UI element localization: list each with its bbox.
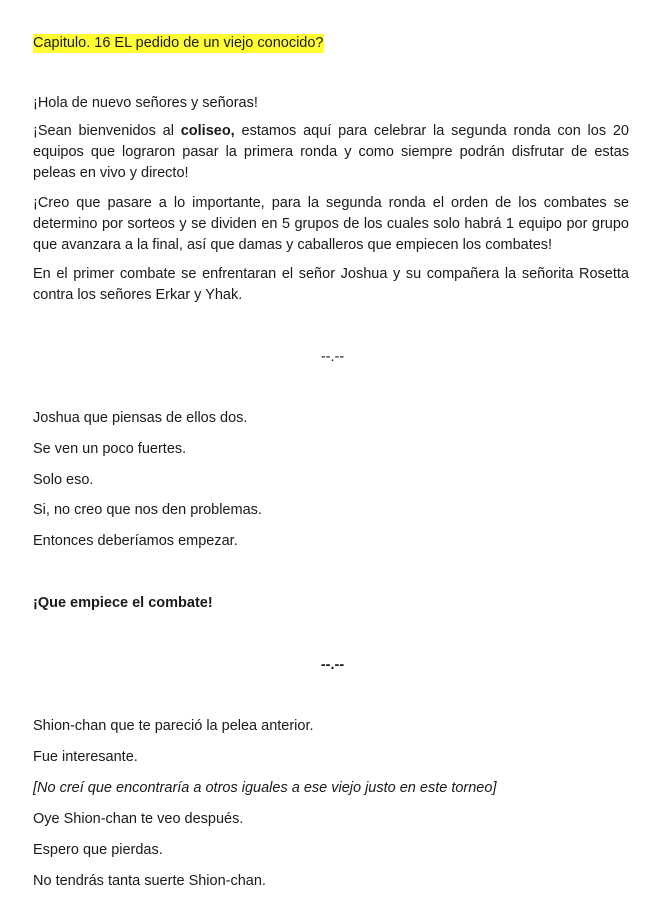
dialogue-line: Fue interesante.	[33, 749, 138, 765]
paragraph-first-combat: En el primer combate se enfrentaran el señor Joshua y su compañera la señorita Rosetta contra los señores Erkar y Yhak.	[33, 266, 629, 303]
chapter-title: Capitulo. 16 EL pedido de un viejo conocido?	[33, 35, 324, 51]
dialogue-line: Joshua que piensas de ellos dos.	[33, 410, 248, 426]
paragraph-welcome	[33, 121, 629, 184]
dialogue-line: Solo eso.	[33, 472, 94, 488]
paragraph-rules: ¡Creo que pasare a lo importante, para la segunda ronda el orden de los combates se determino por sorteos y se dividen en 5 grupos de los cuales solo habrá 1 equipo por grupo que avanzara a la final, así que damas y caballeros que empiecen los combates!	[33, 195, 629, 253]
dialogue-line: Si, no creo que nos den problemas.	[33, 502, 262, 518]
greeting: ¡Hola de nuevo señores y señoras!	[33, 95, 258, 111]
thought-line: [No creí que encontraría a otros iguales a ese viejo justo en este torneo]	[33, 780, 497, 796]
separator-2: --.--	[320, 657, 345, 673]
dialogue-line: Oye Shion-chan te veo después.	[33, 811, 244, 827]
combat-announcement: ¡Que empiece el combate!	[33, 595, 213, 611]
paragraph-welcome-end: estamos aquí para celebrar la segunda ronda con los 20 equipos que lograron pasar la primera ronda y como siempre podrán disfrutar de estas peleas en vivo y directo!	[33, 123, 629, 181]
chapter-title-line	[33, 33, 633, 54]
dialogue-line: No tendrás tanta suerte Shion-chan.	[33, 873, 266, 889]
dialogue-line: Se ven un poco fuertes.	[33, 441, 187, 457]
paragraph-welcome-bold: coliseo,	[180, 123, 235, 139]
separator-1: --.--	[320, 349, 345, 365]
dialogue-line: Entonces deberíamos empezar.	[33, 533, 238, 549]
paragraph-welcome-start: ¡Sean bienvenidos al	[33, 123, 181, 139]
dialogue-line: Espero que pierdas.	[33, 842, 163, 858]
dialogue-line: Shion-chan que te pareció la pelea anterior.	[33, 718, 314, 734]
